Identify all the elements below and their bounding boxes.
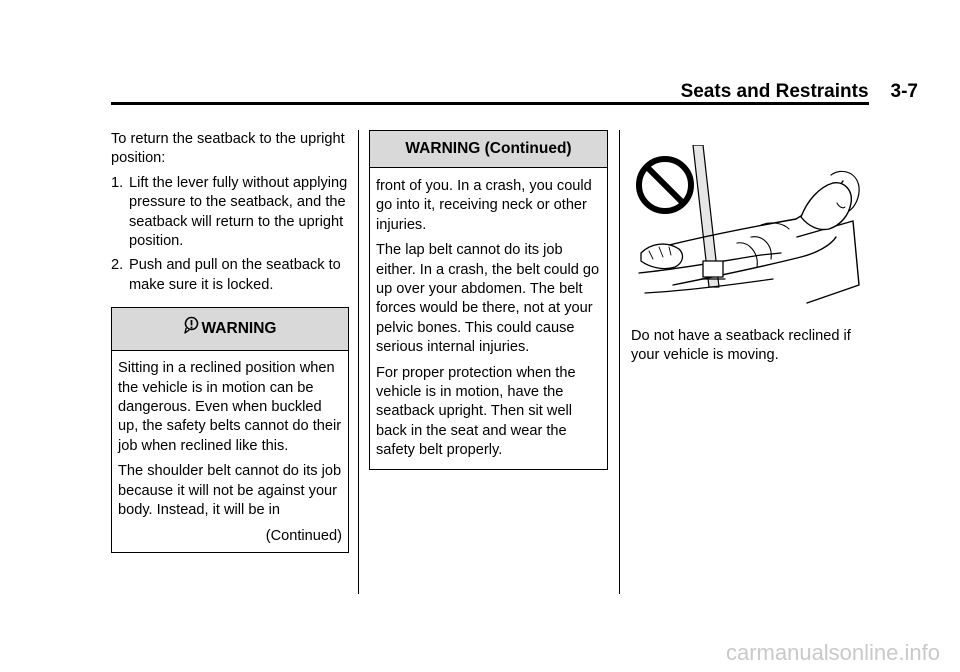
illustration-caption: Do not have a seatback reclined if your vehicle is moving. — [631, 328, 851, 364]
list-item — [111, 256, 349, 295]
column-divider — [619, 130, 620, 594]
warning-box — [111, 307, 349, 553]
warning-paragraph: The shoulder belt cannot do its job because it will not be against your body. Instead, it will be in — [118, 463, 342, 519]
warning-body — [370, 168, 607, 469]
warning-title: WARNING — [201, 320, 277, 338]
warning-header — [112, 308, 348, 351]
intro-text: To return the seatback to the upright position: — [111, 131, 345, 167]
list-item — [111, 174, 349, 252]
warning-paragraph: Sitting in a reclined position when the vehicle is in motion can be dangerous. Even when buckled up, the safety belts cannot do their job when reclined like this. — [118, 360, 342, 454]
column-divider — [358, 130, 359, 594]
header-rule — [111, 102, 869, 105]
warning-paragraph: For proper protection when the vehicle is in motion, have the seatback upright. Then sit well back in the seat and wear the safety belt properly. — [376, 364, 576, 459]
page-number: 3-7 — [890, 81, 918, 102]
warning-paragraph: front of you. In a crash, you could go into it, receiving neck or other injuries. — [376, 178, 592, 233]
reclined-seat-illustration — [631, 145, 861, 313]
continued-label: (Continued) — [265, 527, 342, 544]
column-3 — [631, 145, 866, 366]
page-header — [681, 80, 918, 104]
warning-paragraph: The lap belt cannot do its job either. In a crash, the belt could go up over your abdomen. The belt forces would be there, not at your pelvic bones. This could cause serious internal injuries. — [376, 242, 600, 356]
step-text: Lift the lever fully without applying pressure to the seatback, and the seatback will return to the upright position. — [129, 174, 348, 250]
watermark: carmanualsonline.info — [725, 640, 940, 665]
step-number: 2. — [111, 257, 124, 274]
step-number: 1. — [111, 174, 124, 191]
section-title: Seats and Restraints — [680, 81, 869, 102]
warning-box-continued — [369, 130, 608, 470]
warning-icon — [184, 316, 199, 334]
warning-header: WARNING (Continued) — [370, 131, 607, 168]
column-1 — [111, 130, 349, 553]
warning-body — [112, 351, 348, 552]
step-text: Push and pull on the seatback to make sure it is locked. — [129, 257, 341, 293]
column-2 — [369, 130, 608, 470]
